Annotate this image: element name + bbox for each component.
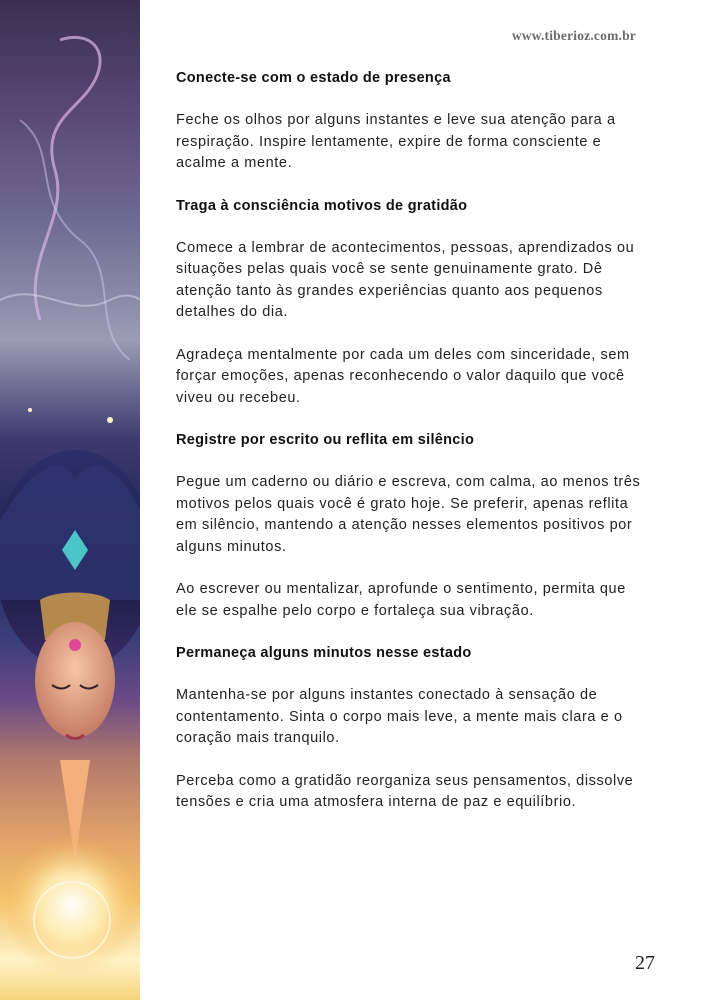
section-heading: Permaneça alguns minutos nesse estado [176,645,472,661]
decorative-side-illustration [0,0,140,1000]
paragraph: Agradeça mentalmente por cada um deles com sinceridade, sem forçar emoções, apenas reconhecendo o valor daquilo que você viveu ou recebeu. [176,346,630,406]
section-heading: Traga à consciência motivos de gratidão [176,197,468,214]
paragraph: Pegue um caderno ou diário e escreva, com calma, ao menos três motivos pelos quais você é grato hoje. Se preferir, apenas reflita em silêncio, mantendo a atenção nesses elementos positivos por alguns minutos. [176,474,641,555]
section-heading: Registre por escrito ou reflita em silêncio [176,432,475,448]
paragraph: Mantenha-se por alguns instantes conectado à sensação de contentamento. Sinta o corpo mais leve, a mente mais clara e o coração mais tranquilo. [176,687,623,746]
paragraph: Ao escrever ou mentalizar, aprofunde o sentimento, permita que ele se espalhe pelo corpo e fortaleça sua vibração. [176,581,626,619]
paragraph: Perceba como a gratidão reorganiza seus pensamentos, dissolve tensões e cria uma atmosfera interna de paz e equilíbrio. [176,772,634,810]
paragraph: Feche os olhos por alguns instantes e leve sua atenção para a respiração. Inspire lentamente, expire de forma consciente e acalme a mente. [176,112,616,171]
paragraph: Comece a lembrar de acontecimentos, pessoas, aprendizados ou situações pelas quais você se sente genuinamente grato. Dê atenção tanto às grandes experiências quanto aos pequenos detalhes do dia. [176,239,635,320]
page-content [176,68,646,835]
page-number: 27 [635,952,655,974]
website-url[interactable]: www.tiberioz.com.br [511,28,636,43]
meditating-woman-illustration [0,0,140,1000]
section-heading: Conecte-se com o estado de presença [176,70,451,86]
